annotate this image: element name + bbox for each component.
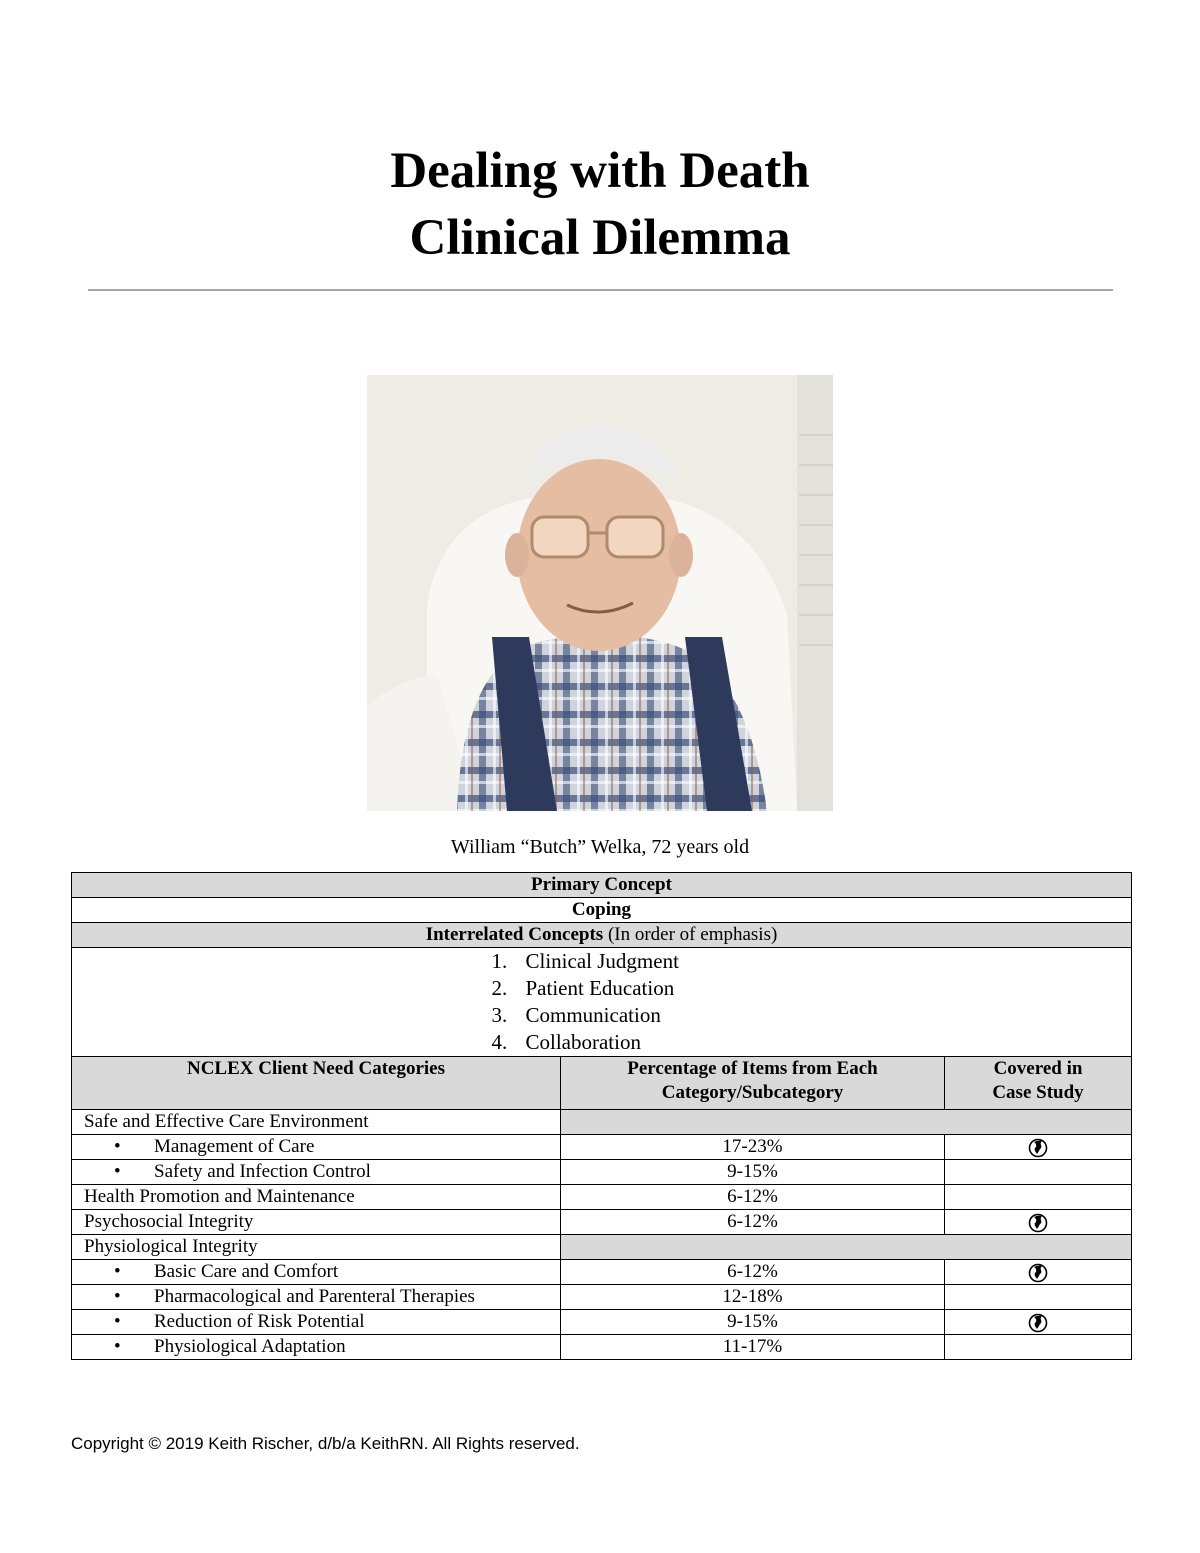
- category-label: Physiological Integrity: [84, 1236, 258, 1257]
- category-cell: [72, 1335, 561, 1360]
- globe-check-icon: [1028, 1311, 1048, 1332]
- globe-check-icon: [1028, 1261, 1048, 1282]
- category-cell: [72, 1160, 561, 1185]
- percentage-cell: 6-12%: [561, 1210, 945, 1235]
- table-row: [72, 1235, 1132, 1260]
- bullet: •: [114, 1311, 121, 1332]
- category-label: Safe and Effective Care Environment: [84, 1111, 369, 1132]
- interrelated-list-row: [72, 948, 1132, 1057]
- photo-caption: William “Butch” Welka, 72 years old: [450, 836, 750, 858]
- table-row: [72, 1185, 1132, 1210]
- primary-concept-header-row: [72, 873, 1132, 898]
- percentage-cell: 17-23%: [561, 1135, 945, 1160]
- bullet: •: [114, 1136, 121, 1157]
- interrelated-concepts-header: [72, 923, 1132, 948]
- table-row: [72, 1210, 1132, 1235]
- item-label: Communication: [525, 1003, 661, 1027]
- covered-cell: [945, 1185, 1132, 1210]
- subcategory-label: Pharmacological and Parenteral Therapies: [154, 1286, 475, 1307]
- title-line-2: Clinical Dilemma: [409, 210, 791, 266]
- column-header-covered-line-2: Case Study: [992, 1082, 1084, 1103]
- patient-photo: [367, 375, 833, 811]
- covered-cell: [945, 1260, 1132, 1285]
- primary-concept: Coping: [72, 898, 1132, 923]
- item-number: 1.: [491, 949, 508, 973]
- table-row: [72, 1260, 1132, 1285]
- title-line-1: Dealing with Death: [390, 143, 810, 199]
- covered-cell: [945, 1285, 1132, 1310]
- item-number: 4.: [491, 1030, 508, 1054]
- bullet: •: [114, 1161, 121, 1182]
- table-row: [72, 1285, 1132, 1310]
- document-title: [0, 138, 1200, 272]
- primary-concept-header: Primary Concept: [72, 873, 1132, 898]
- nclex-table-body: [72, 1110, 1132, 1360]
- list-item: [492, 1029, 712, 1056]
- table-row: [72, 1135, 1132, 1160]
- subcategory-label: Safety and Infection Control: [154, 1161, 371, 1182]
- category-cell: [72, 1260, 561, 1285]
- category-cell: [72, 1310, 561, 1335]
- percentage-cell: 6-12%: [561, 1185, 945, 1210]
- title-divider: [88, 289, 1113, 291]
- shaded-cell: [561, 1110, 1132, 1135]
- interrelated-header-note: (In order of emphasis): [607, 924, 778, 945]
- table-row: [72, 1310, 1132, 1335]
- interrelated-header-label: Interrelated Concepts: [425, 924, 604, 945]
- concepts-nclex-table: [71, 872, 1132, 1360]
- percentage-cell: 9-15%: [561, 1310, 945, 1335]
- nclex-header-row: [72, 1057, 1132, 1110]
- list-item: [492, 975, 712, 1002]
- category-cell: [72, 1110, 561, 1135]
- percentage-cell: 9-15%: [561, 1160, 945, 1185]
- column-header-percentage-line-2: Category/Subcategory: [661, 1082, 844, 1103]
- column-header-categories: NCLEX Client Need Categories: [72, 1057, 561, 1110]
- column-header-covered-line-1: Covered in: [993, 1058, 1083, 1079]
- item-number: 3.: [491, 1003, 508, 1027]
- percentage-cell: 11-17%: [561, 1335, 945, 1360]
- item-label: Patient Education: [525, 976, 675, 1000]
- copyright-notice: Copyright © 2019 Keith Rischer, d/b/a KeithRN. All Rights reserved.: [71, 1434, 580, 1453]
- covered-cell: [945, 1210, 1132, 1235]
- column-header-percentage-line-1: Percentage of Items from Each: [627, 1058, 878, 1079]
- table-row: [72, 1160, 1132, 1185]
- item-label: Clinical Judgment: [525, 949, 679, 973]
- bullet: •: [114, 1261, 121, 1282]
- list-item: [492, 1002, 712, 1029]
- percentage-cell: 12-18%: [561, 1285, 945, 1310]
- bullet: •: [114, 1286, 121, 1307]
- table-row: [72, 1110, 1132, 1135]
- primary-concept-row: [72, 898, 1132, 923]
- category-cell: [72, 1185, 561, 1210]
- category-cell: [72, 1210, 561, 1235]
- category-cell: [72, 1285, 561, 1310]
- table-row: [72, 1335, 1132, 1360]
- globe-check-icon: [1028, 1136, 1048, 1157]
- bullet: •: [114, 1336, 121, 1357]
- column-header-percentage: [561, 1057, 945, 1110]
- covered-cell: [945, 1135, 1132, 1160]
- globe-check-icon: [1028, 1211, 1048, 1232]
- category-cell: [72, 1135, 561, 1160]
- list-item: [492, 948, 712, 975]
- column-header-covered: [945, 1057, 1132, 1110]
- item-number: 2.: [491, 976, 508, 1000]
- category-label: Psychosocial Integrity: [84, 1211, 254, 1232]
- subcategory-label: Reduction of Risk Potential: [154, 1311, 365, 1332]
- shaded-cell: [561, 1235, 1132, 1260]
- category-cell: [72, 1235, 561, 1260]
- item-label: Collaboration: [525, 1030, 641, 1054]
- category-label: Health Promotion and Maintenance: [84, 1186, 355, 1207]
- percentage-cell: 6-12%: [561, 1260, 945, 1285]
- covered-cell: [945, 1335, 1132, 1360]
- subcategory-label: Physiological Adaptation: [154, 1336, 346, 1357]
- covered-cell: [945, 1310, 1132, 1335]
- interrelated-header-row: [72, 923, 1132, 948]
- subcategory-label: Management of Care: [154, 1136, 315, 1157]
- interrelated-concepts-list: [72, 948, 1132, 1057]
- covered-cell: [945, 1160, 1132, 1185]
- subcategory-label: Basic Care and Comfort: [154, 1261, 339, 1282]
